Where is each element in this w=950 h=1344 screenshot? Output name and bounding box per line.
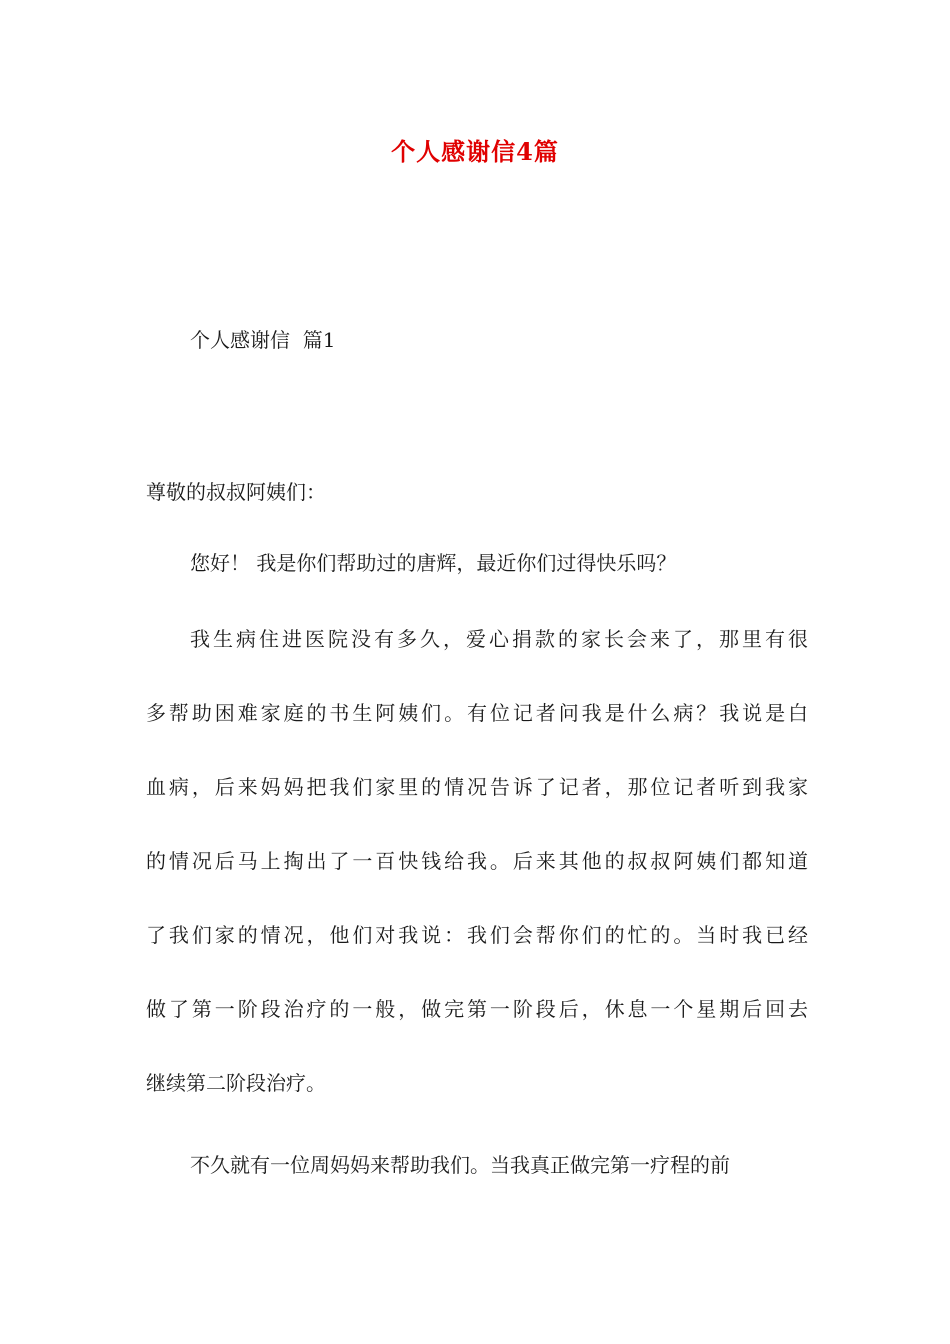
paragraph-line: 您好！ 我是你们帮助过的唐辉，最近你们过得快乐吗？ [190, 551, 677, 575]
paragraph-line: 了我们家的情况，他们对我说：我们会帮你们的忙的。当时我已经 [146, 923, 808, 947]
paragraph-line: 的情况后马上掏出了一百快钱给我。后来其他的叔叔阿姨们都知道 [146, 849, 808, 873]
paragraph-line: 我生病住进医院没有多久，爱心捐款的家长会来了，那里有很 [190, 627, 808, 651]
section-heading: 个人感谢信 篇1 [190, 328, 336, 352]
paragraph-story [146, 624, 808, 1098]
paragraph-line: 做了第一阶段治疗的一般，做完第一阶段后，休息一个星期后回去 [146, 997, 808, 1021]
paragraph-line: 继续第二阶段治疗。 [146, 1071, 326, 1095]
document-title: 个人感谢信4篇 [391, 137, 559, 166]
paragraph-continued [146, 1150, 808, 1180]
paragraph-line: 多帮助困难家庭的书生阿姨们。有位记者问我是什么病？我说是白 [146, 701, 808, 725]
paragraph-greeting [146, 548, 808, 578]
paragraph-line: 不久就有一位周妈妈来帮助我们。当我真正做完第一疗程的前 [190, 1153, 730, 1177]
salutation: 尊敬的叔叔阿姨们： [146, 480, 326, 504]
paragraph-line: 血病，后来妈妈把我们家里的情况告诉了记者，那位记者听到我家 [146, 775, 808, 799]
